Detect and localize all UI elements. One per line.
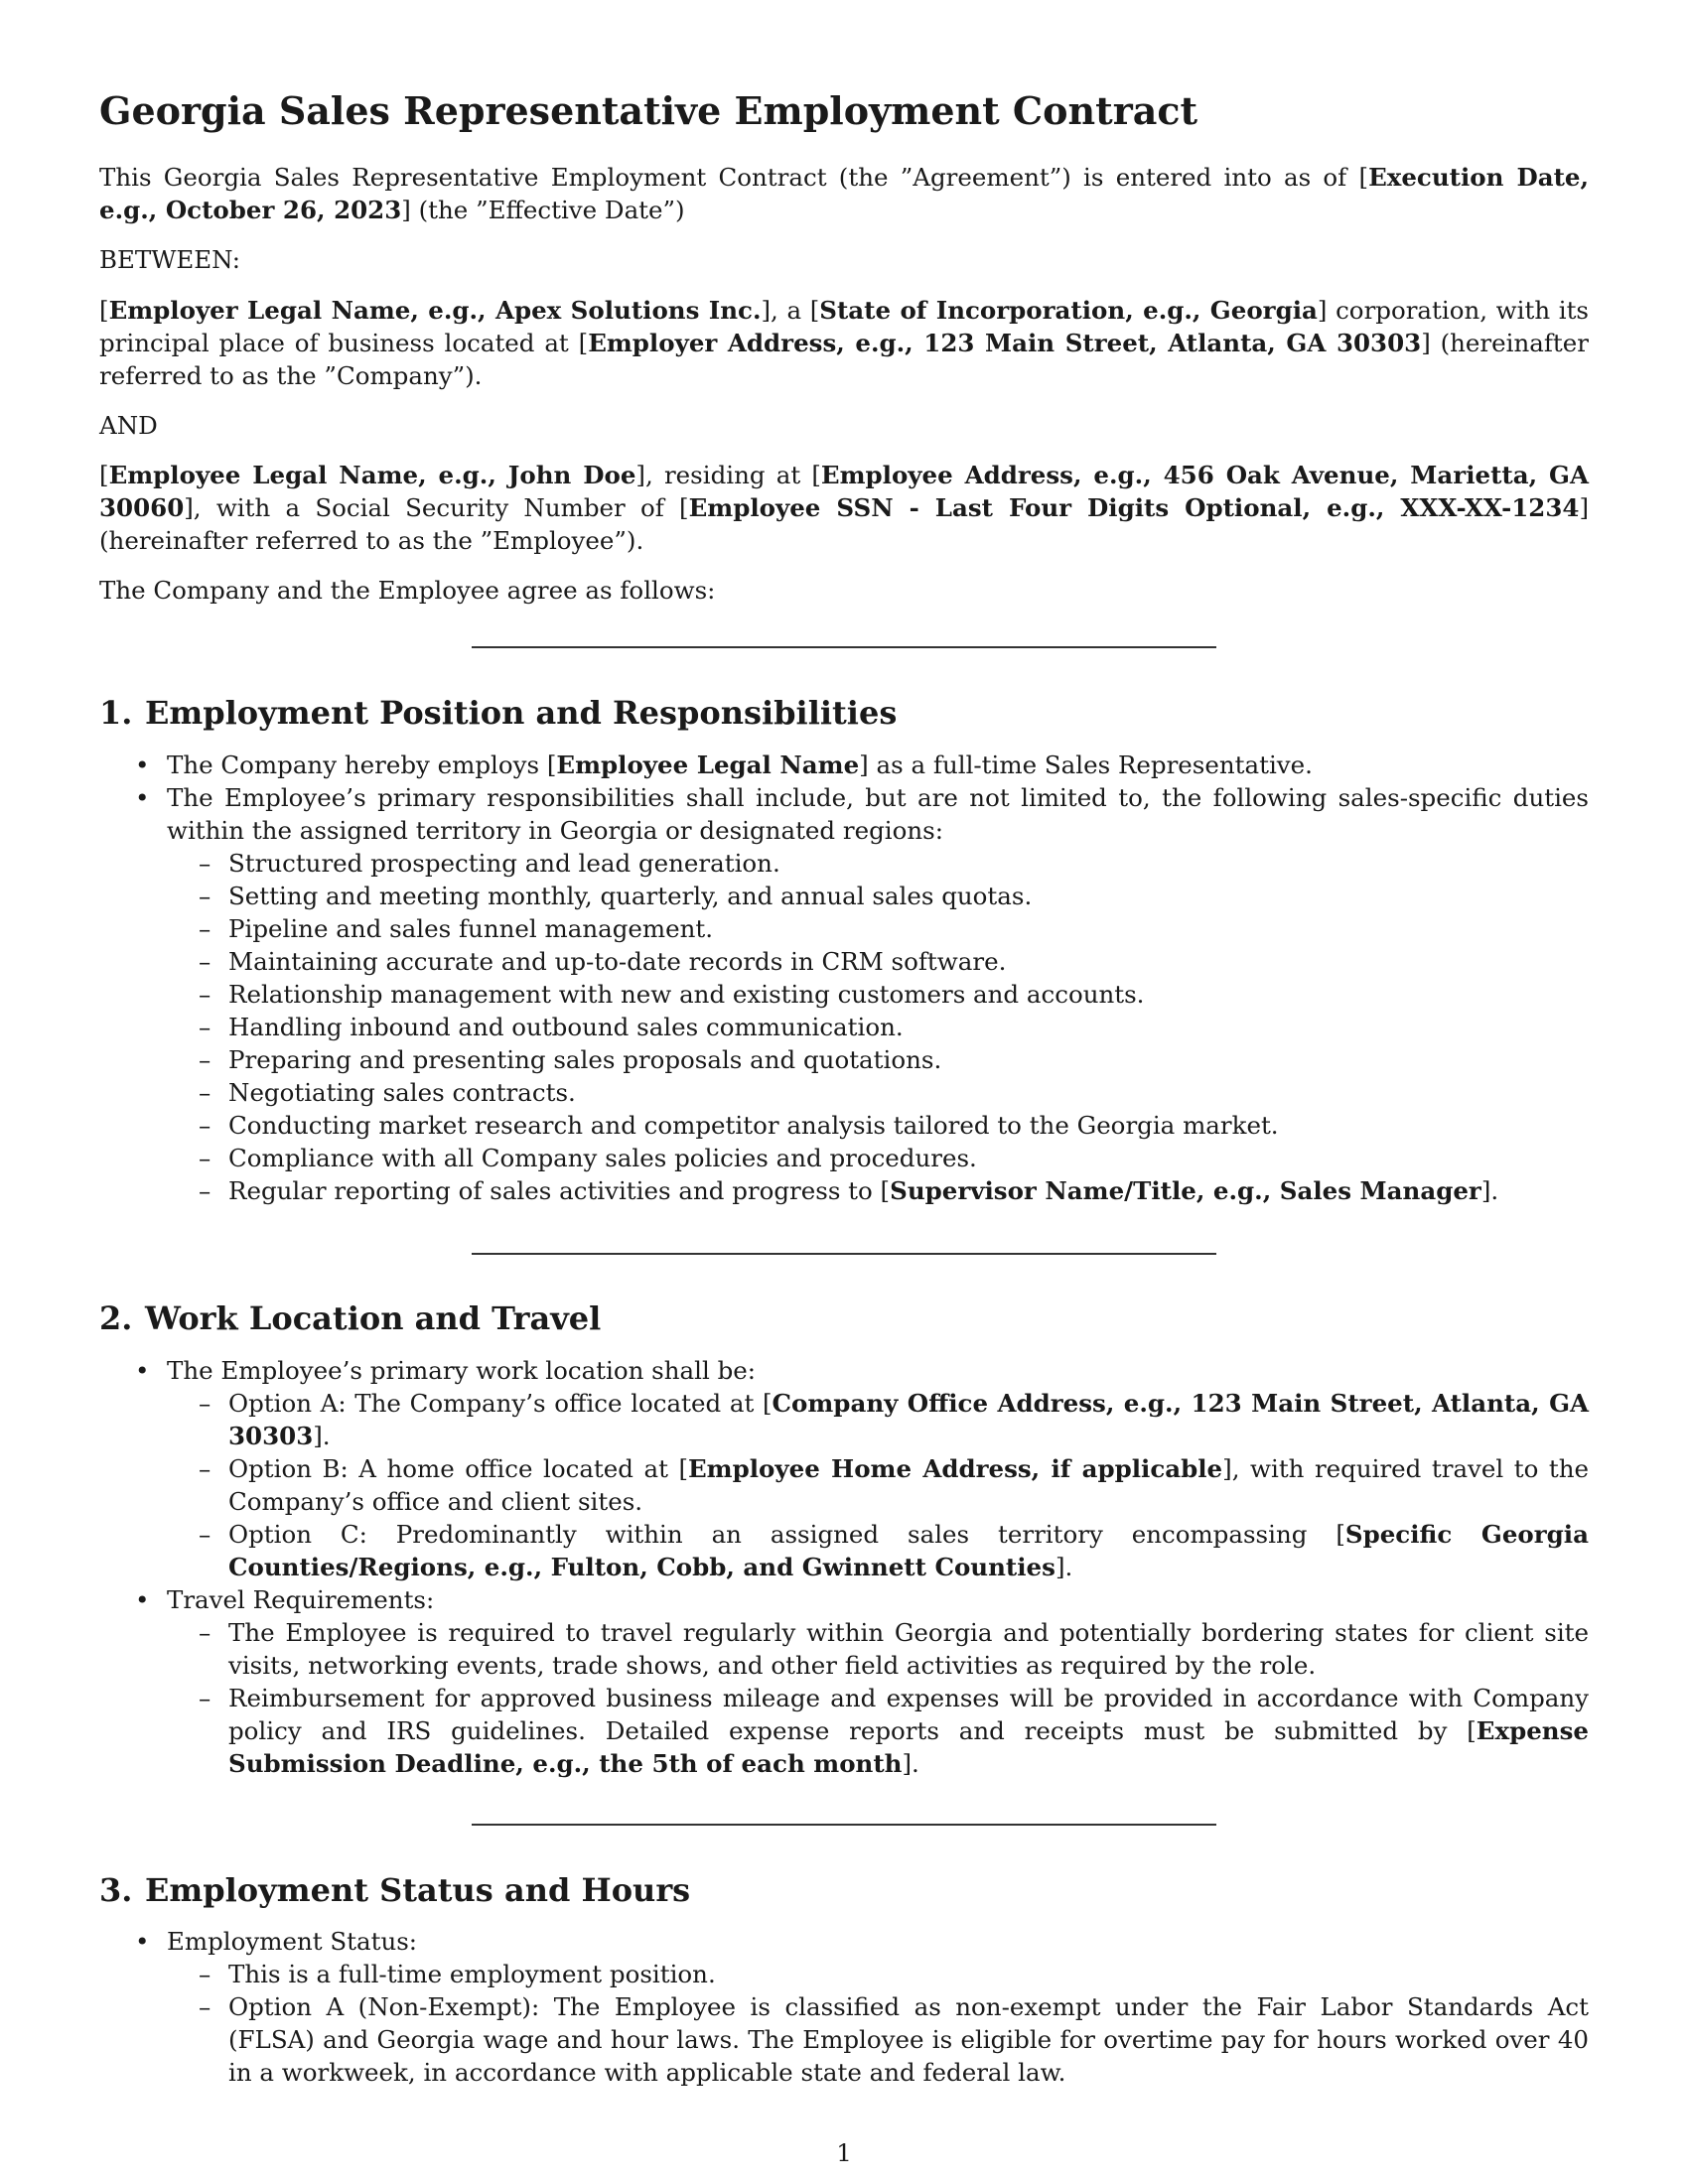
list-item [135,1583,1589,1616]
employee-name-placeholder: Employee Legal Name, e.g., John Doe [108,461,636,489]
section-number: 2. [99,1299,133,1337]
option-item [199,1452,1589,1518]
employer-text: ] corporation, with its principal place of business located at [ [99,296,1589,357]
duty-text: Setting and meeting monthly, quarterly, and annual sales quotas. [228,882,1033,910]
dash-icon: – [199,1960,211,1988]
dash-icon: – [199,1176,211,1205]
employee-text: ], with a Social Security Number of [ [184,493,689,522]
dash-icon: – [199,914,211,943]
item-text: ] as a full-time Sales Representative. [859,751,1313,779]
employer-text: ], a [ [761,296,820,325]
dash-icon: – [199,1454,211,1483]
section-title: Work Location and Travel [145,1299,602,1337]
bullet-icon: • [135,1927,150,1956]
list-item [135,749,1589,781]
document-title: Georgia Sales Representative Employment Contract [99,88,1198,133]
section-title: Employment Status and Hours [145,1871,691,1909]
execution-date-placeholder: Execution Date, e.g., October 26, 2023 [99,163,1589,224]
duty-item [199,978,1589,1011]
section-divider [472,646,1216,648]
list-item [135,781,1589,847]
duty-item [199,847,1589,880]
item-text: Travel Requirements: [167,1585,435,1614]
duty-item [199,880,1589,912]
dash-icon: – [199,1078,211,1107]
section-2-heading [99,1297,601,1339]
employer-name-placeholder: Employer Legal Name, e.g., Apex Solutions Inc. [108,296,762,325]
and-label: AND [99,411,158,440]
dash-icon: – [199,1013,211,1041]
employer-text: ] (hereinafter referred to as the ”Company”). [99,329,1589,390]
dash-icon: – [199,1045,211,1074]
duty-text: ]. [1480,1176,1499,1205]
intro-text: ] (the ”Effective Date”) [401,196,685,224]
travel-text: Reimbursement for approved business mileage and expenses will be provided in accordance with Company policy and IRS guidelines. Detailed expense reports and receipts must be submitted by [ [228,1684,1589,1745]
item-text: The Employee’s primary work location shall be: [167,1356,757,1385]
duty-text: Pipeline and sales funnel management. [228,914,714,943]
duty-item [199,1076,1589,1109]
duty-text: Handling inbound and outbound sales communication. [228,1013,904,1041]
employer-text: [ [99,296,109,325]
option-text: ]. [1055,1553,1073,1581]
option-text: Option A: The Company’s office located at [ [228,1389,773,1418]
duty-text: Negotiating sales contracts. [228,1078,576,1107]
employee-address-placeholder: Employee Address, e.g., 456 Oak Avenue, Marietta, GA 30060 [99,461,1589,522]
section-1-heading [99,692,897,734]
section-title: Employment Position and Responsibilities [145,694,898,732]
duty-item [199,1174,1589,1207]
bullet-icon: • [135,783,150,812]
duty-text: Maintaining accurate and up-to-date records in CRM software. [228,947,1007,976]
bullet-icon: • [135,1585,150,1614]
territory-placeholder: Specific Georgia Counties/Regions, e.g., Fulton, Cobb, and Gwinnett Counties [228,1520,1589,1581]
employer-address-placeholder: Employer Address, e.g., 123 Main Street, Atlanta, GA 30303 [588,329,1422,357]
between-label: BETWEEN: [99,245,240,274]
travel-item [199,1616,1589,1682]
employee-text: ], residing at [ [635,461,821,489]
dash-icon: – [199,1684,211,1712]
dash-icon: – [199,1389,211,1418]
status-text: Option A (Non-Exempt): The Employee is classified as non-exempt under the Fair Labor Standards Act (FLSA) and Georgia wage and hour laws. The Employee is eligible for overtime pay for hours worked over 40 in a workweek, in accordance with applicable state and federal law. [228,1992,1589,2087]
intro-paragraph [99,161,1589,226]
expense-deadline-placeholder: Expense Submission Deadline, e.g., the 5th of each month [228,1716,1589,1778]
office-address-placeholder: Company Office Address, e.g., 123 Main Street, Atlanta, GA 30303 [228,1389,1590,1450]
employee-ssn-placeholder: Employee SSN - Last Four Digits Optional, e.g., XXX-XX-1234 [688,493,1580,522]
employee-paragraph [99,459,1589,557]
option-item [199,1387,1590,1452]
dash-icon: – [199,882,211,910]
duty-text: Conducting market research and competitor analysis tailored to the Georgia market. [228,1111,1279,1140]
option-text: ]. [313,1422,331,1450]
dash-icon: – [199,1618,211,1647]
dash-icon: – [199,947,211,976]
duty-text: Preparing and presenting sales proposals and quotations. [228,1045,942,1074]
section-divider [472,1253,1216,1255]
option-text: ], with required travel to the Company’s office and client sites. [228,1454,1589,1516]
employee-text: ] (hereinafter referred to as the ”Employee”). [99,493,1589,555]
option-text: Option C: Predominantly within an assigned sales territory encompassing [ [228,1520,1345,1549]
duty-item [199,1142,1589,1174]
dash-icon: – [199,1111,211,1140]
duty-text: Regular reporting of sales activities and progress to [ [228,1176,891,1205]
status-text: This is a full-time employment position. [228,1960,716,1988]
dash-icon: – [199,849,211,878]
duty-item [199,1011,1589,1043]
item-text: Employment Status: [167,1927,418,1956]
duty-text: Structured prospecting and lead generation. [228,849,780,878]
dash-icon: – [199,980,211,1009]
employee-text: [ [99,461,109,489]
status-item [199,1958,1589,1990]
option-item [199,1518,1589,1583]
duty-item [199,912,1589,945]
item-text: The Company hereby employs [ [167,751,557,779]
status-item [199,1990,1589,2089]
bullet-icon: • [135,751,150,779]
dash-icon: – [199,1144,211,1172]
travel-item [199,1682,1589,1780]
dash-icon: – [199,1992,211,2021]
intro-text: This Georgia Sales Representative Employment Contract (the ”Agreement”) is entered into as of [ [99,163,1369,192]
section-3-heading [99,1869,690,1911]
travel-text: ]. [902,1749,919,1778]
section-number: 1. [99,694,133,732]
agreement-statement: The Company and the Employee agree as follows: [99,576,716,605]
section-number: 3. [99,1871,133,1909]
option-text: Option B: A home office located at [ [228,1454,688,1483]
state-placeholder: State of Incorporation, e.g., Georgia [819,296,1318,325]
section-divider [472,1824,1216,1826]
duty-text: Compliance with all Company sales policies and procedures. [228,1144,977,1172]
bullet-icon: • [135,1356,150,1385]
travel-text: The Employee is required to travel regularly within Georgia and potentially bordering states for client site visits, networking events, trade shows, and other field activities as required by the role. [228,1618,1589,1680]
list-item [135,1925,1589,1958]
duty-text: Relationship management with new and existing customers and accounts. [228,980,1145,1009]
page-number: 1 [836,2138,852,2167]
supervisor-placeholder: Supervisor Name/Title, e.g., Sales Manager [890,1176,1481,1205]
employer-paragraph [99,294,1589,392]
list-item [135,1354,1589,1387]
duty-item [199,945,1589,978]
duty-item [199,1043,1589,1076]
home-address-placeholder: Employee Home Address, if applicable [688,1454,1223,1483]
item-text: The Employee’s primary responsibilities shall include, but are not limited to, the following sales-specific duties within the assigned territory in Georgia or designated regions: [167,783,1589,845]
dash-icon: – [199,1520,211,1549]
duty-item [199,1109,1589,1142]
employee-name-placeholder: Employee Legal Name [556,751,860,779]
